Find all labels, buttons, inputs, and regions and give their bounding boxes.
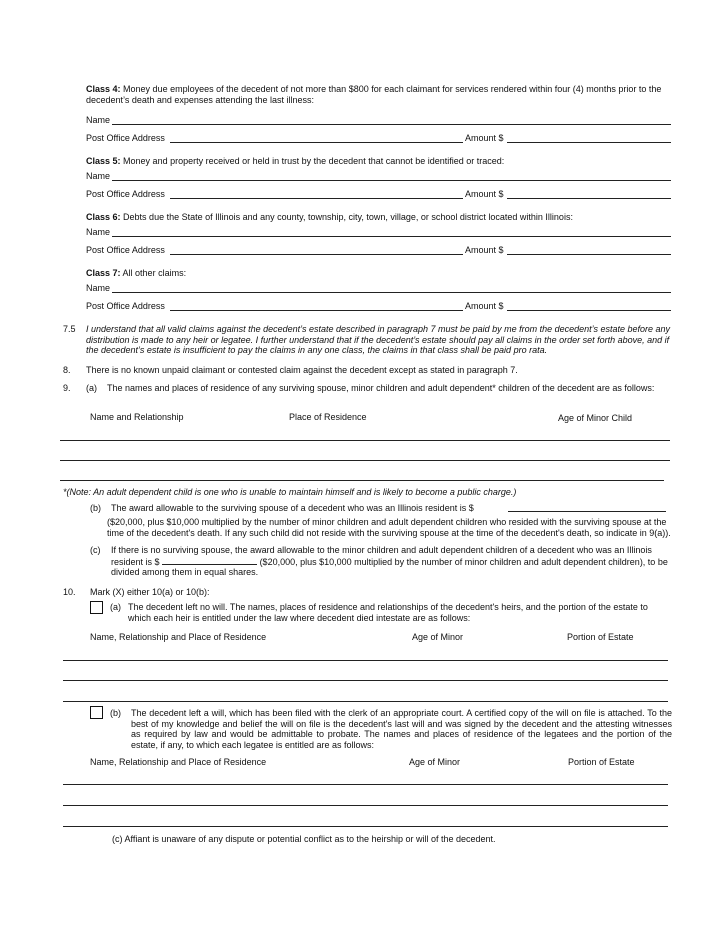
class4-label: Class 4:: [86, 84, 121, 94]
spouse-award-amount-field[interactable]: [508, 511, 666, 512]
para-10-intro: Mark (X) either 10(a) or 10(b):: [90, 587, 210, 597]
class5-address-label: Post Office Address: [86, 189, 165, 199]
class7-description: [86, 268, 676, 279]
para-7-5-text: I understand that all valid claims against the decedent’s estate described in paragraph 7 must be paid by me from the decedent’s estate before any distribution is made to any heir or legatee. I further understand that if the decedent’s estate should pay all claims in the order set forth above, and if the decedent’s estate is insufficient to pay the claims in any one class, the claims in that class shall be paid pro rata.: [86, 324, 671, 355]
will-filed-checkbox[interactable]: [90, 706, 103, 719]
para-10a-line-2[interactable]: [63, 680, 668, 681]
para-10b-label: (b): [110, 708, 121, 718]
class4-name-label: Name: [86, 115, 111, 125]
class5-amount-label: Amount $: [465, 189, 504, 199]
para-9c-text: [111, 545, 672, 578]
para-9a-text: The names and places of residence of any surviving spouse, minor children and adult dependent* children of the decedent are as follows:: [107, 383, 655, 393]
class5-text: Money and property received or held in trust by the decedent that cannot be identified or traced:: [123, 156, 505, 166]
col-name-relationship: Name and Relationship: [90, 412, 184, 422]
para-10a-text: The decedent left no will. The names, places of residence and relationships of the decedent's heirs, and the portion of the estate to which each heir is entitled under the law where decedent died intestate are as follows:: [128, 602, 648, 623]
class7-address-field[interactable]: [170, 310, 463, 311]
para-10b-line-1[interactable]: [63, 784, 668, 785]
para-10b-line-2[interactable]: [63, 805, 668, 806]
col-10a-portion-estate: Portion of Estate: [567, 632, 634, 642]
para-10c-text: (c) Affiant is unaware of any dispute or potential conflict as to the heirship or will of the decedent.: [112, 834, 496, 844]
class7-amount-field[interactable]: [507, 310, 671, 311]
para-8-number: 8.: [63, 365, 71, 375]
col-age-minor-child: Age of Minor Child: [558, 413, 633, 423]
class6-amount-label: Amount $: [465, 245, 504, 255]
para-9a-line-1[interactable]: [60, 440, 670, 441]
para-9-number: 9.: [63, 383, 71, 393]
para-8-text: There is no known unpaid claimant or contested claim against the decedent except as stated in paragraph 7.: [86, 365, 518, 375]
class5-name-field[interactable]: [112, 180, 671, 181]
class4-name-field[interactable]: [112, 124, 671, 125]
class6-address-field[interactable]: [170, 254, 463, 255]
para-10a-line-3[interactable]: [63, 701, 668, 702]
para-9b-label: (b): [90, 503, 101, 513]
class7-amount-label: Amount $: [465, 301, 504, 311]
class6-amount-field[interactable]: [507, 254, 671, 255]
class6-text: Debts due the State of Illinois and any county, township, city, town, village, or school district located within Illinois:: [123, 212, 573, 222]
class4-description: [86, 84, 676, 105]
para-9c-label: (c): [90, 545, 101, 555]
para-9a-line-2[interactable]: [60, 460, 670, 461]
class4-address-label: Post Office Address: [86, 133, 165, 143]
class7-address-label: Post Office Address: [86, 301, 165, 311]
no-will-checkbox[interactable]: [90, 601, 103, 614]
para-9c-text-part2: ($20,000, plus $10,000 multiplied by the number of minor children and adult dependent children), to be divided among them in equal shares.: [111, 556, 668, 577]
para-10b-line-3[interactable]: [63, 826, 668, 827]
col-10b-portion-estate: Portion of Estate: [568, 757, 635, 767]
class6-name-label: Name: [86, 227, 111, 237]
class6-label: Class 6:: [86, 212, 121, 222]
class6-name-field[interactable]: [112, 236, 671, 237]
class5-label: Class 5:: [86, 156, 121, 166]
class7-label: Class 7:: [86, 268, 121, 278]
para-9c-text-part1: If there is no surviving spouse, the award allowable to the minor children and adult dependent children of a decedent who was an Illinois resident is $: [111, 545, 652, 567]
col-10a-age-minor: Age of Minor: [412, 632, 464, 642]
para-7-5-number: 7.5: [63, 324, 76, 334]
para-10a-line-1[interactable]: [63, 660, 668, 661]
dependent-child-note: *(Note: An adult dependent child is one who is unable to maintain himself and is likely to become a public charge.): [63, 487, 517, 497]
col-10a-name-relationship-residence: Name, Relationship and Place of Residence: [90, 632, 267, 642]
class5-description: [86, 156, 676, 167]
class7-text: All other claims:: [122, 268, 187, 278]
col-place-residence: Place of Residence: [289, 412, 367, 422]
class6-description: [86, 212, 676, 223]
class4-address-field[interactable]: [170, 142, 463, 143]
col-10b-name-relationship-residence: Name, Relationship and Place of Residence: [90, 757, 267, 767]
para-9b-text: The award allowable to the surviving spouse of a decedent who was an Illinois resident is $: [111, 503, 474, 513]
children-award-amount-field[interactable]: [162, 556, 257, 565]
para-10a-label: (a): [110, 602, 121, 612]
para-10b-text: The decedent left a will, which has been filed with the clerk of an appropriate court. A certified copy of the will on file is attached. To the best of my knowledge and belief the will on file is the decedent's last will and was signed by the decedent and the attesting witnesses as required by law and would be admittable to probate. The names and places of residence of the legatees and the portion of the estate, if any, to which each legatee is entitled are as follows:: [131, 708, 672, 750]
class7-name-field[interactable]: [112, 292, 671, 293]
para-9a-label: (a): [86, 383, 97, 393]
class5-address-field[interactable]: [170, 198, 463, 199]
class4-amount-field[interactable]: [507, 142, 671, 143]
class4-text: Money due employees of the decedent of not more than $800 for each claimant for services rendered within four (4) months prior to the decedent’s death and expenses attending the last illness:: [86, 84, 662, 105]
class5-amount-field[interactable]: [507, 198, 671, 199]
para-9a-line-3[interactable]: [60, 480, 664, 481]
class4-amount-label: Amount $: [465, 133, 504, 143]
para-10-number: 10.: [63, 587, 76, 597]
class5-name-label: Name: [86, 171, 111, 181]
class6-address-label: Post Office Address: [86, 245, 165, 255]
para-9b-subtext: ($20,000, plus $10,000 multiplied by the number of minor children and adult dependent children who resided with the surviving spouse at the time of the decedent's death. If any such child did not reside with the surviving spouse at the time of the decedent's death, so indicate in 9(a)).: [107, 517, 671, 538]
col-10b-age-minor: Age of Minor: [409, 757, 461, 767]
class7-name-label: Name: [86, 283, 111, 293]
